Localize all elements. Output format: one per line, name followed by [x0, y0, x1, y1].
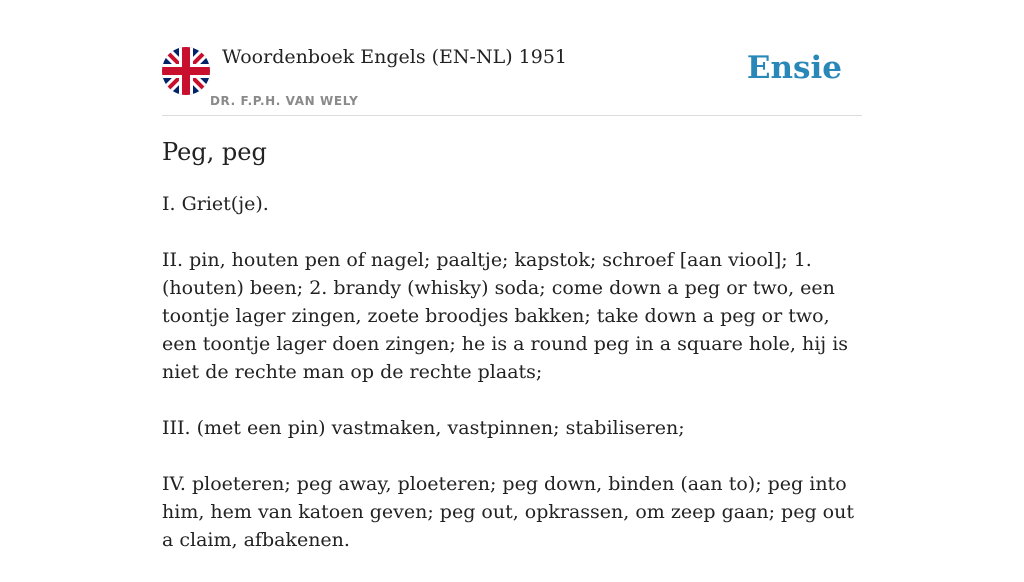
ensie-logo-link[interactable]: Ensie — [746, 50, 842, 86]
dictionary-entry — [162, 138, 867, 582]
definition-3: III. (met een pin) vastmaken, vastpinnen; stabiliseren; — [162, 417, 685, 439]
definition-4: IV. ploeteren; peg away, ploeteren; peg down, binden (aan to); peg into him, hem van katoen geven; peg out, opkrassen, om zeep gaan; peg out a claim, afbakenen. — [162, 473, 854, 551]
book-title-link[interactable]: Woordenboek Engels (EN-NL) 1951 — [222, 46, 567, 68]
definition-1: I. Griet(je). — [162, 193, 269, 215]
entry-headword: Peg, peg — [162, 138, 267, 166]
source-header — [162, 44, 862, 116]
author-name: DR. F.P.H. VAN WELY — [210, 94, 359, 108]
header-divider — [162, 115, 862, 116]
uk-flag-icon — [162, 47, 210, 95]
definition-2: II. pin, houten pen of nagel; paaltje; kapstok; schroef [aan viool]; 1. (houten) been; 2. brandy (whisky) soda; come down a peg or two, een toontje lager zingen, zoete broodjes bakken; take down a peg or two, een toontje lager doen zingen; he is a round peg in a square hole, hij is niet de rechte man op de rechte plaats; — [162, 249, 849, 383]
